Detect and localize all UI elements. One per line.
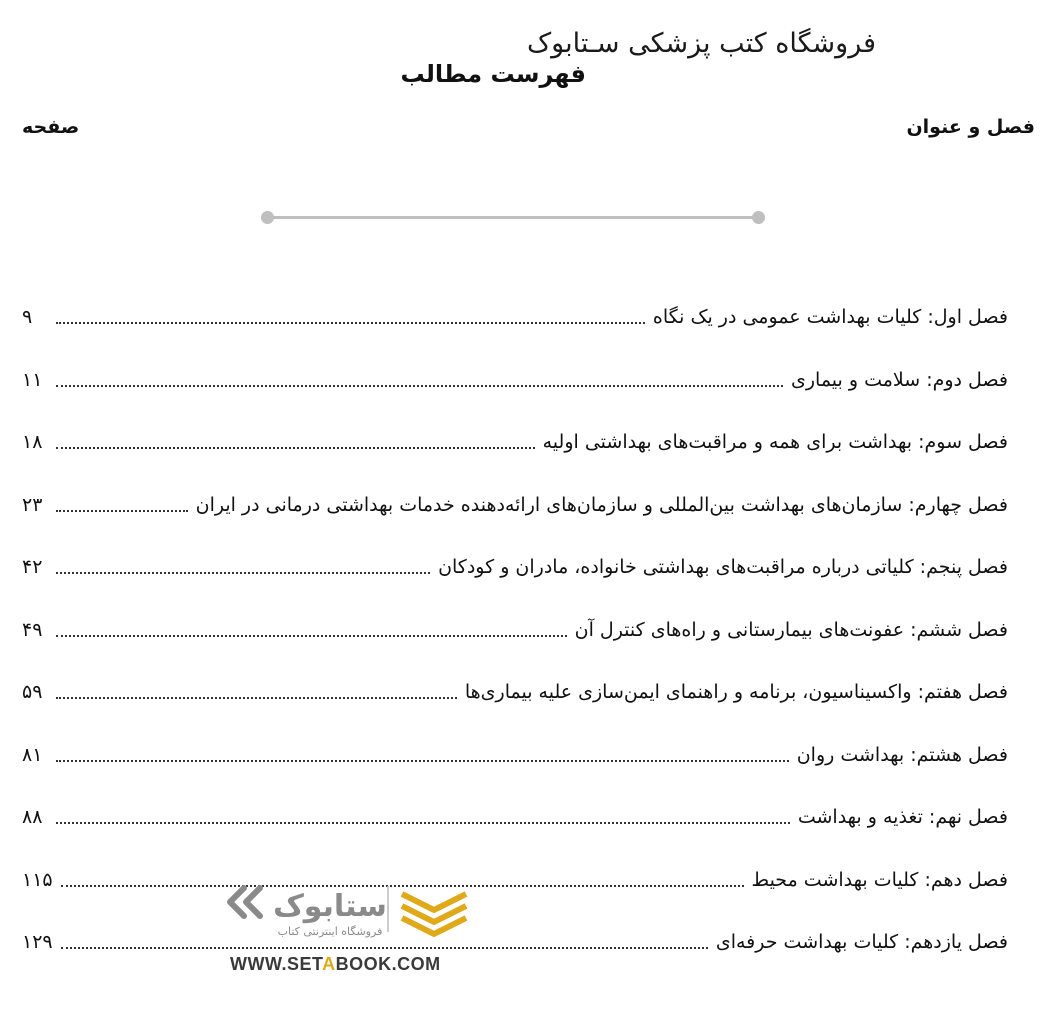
- toc-entry-page: ۴۲: [22, 556, 43, 579]
- dot-leader: [56, 447, 535, 449]
- dot-leader: [56, 822, 790, 824]
- toc-entry-page: ۱۱: [22, 368, 43, 391]
- toc-entry-title: فصل نهم: تغذیه و بهداشت: [797, 806, 1008, 829]
- setabook-url: [230, 954, 441, 975]
- setabook-logo: [222, 880, 472, 940]
- toc-entry-title: فصل یازدهم: کلیات بهداشت حرفه‌ای: [715, 931, 1008, 954]
- logo-tagline: فروشگاه اینترنتی کتاب: [277, 925, 383, 938]
- store-title: فروشگاه کتب پزشکی سـتابوک: [527, 28, 876, 59]
- toc-entry-page: ۸۸: [22, 806, 43, 829]
- section-divider: [267, 216, 759, 219]
- table-of-contents: [22, 286, 1008, 974]
- divider-dot-left: [261, 211, 274, 224]
- url-suffix: BOOK.COM: [335, 954, 441, 974]
- dot-leader: [56, 697, 457, 699]
- toc-entry[interactable]: [22, 599, 1008, 662]
- page-title: فهرست مطالب: [400, 60, 586, 88]
- toc-entry[interactable]: [22, 536, 1008, 599]
- toc-entry-title: فصل هفتم: واکسیناسیون، برنامه و راهنمای ایمن‌سازی علیه بیماری‌ها: [464, 681, 1008, 704]
- page-column-header: صفحه: [22, 116, 80, 138]
- toc-entry[interactable]: [22, 411, 1008, 474]
- setabook-watermark: [222, 880, 472, 975]
- toc-entry[interactable]: [22, 349, 1008, 412]
- toc-entry-title: فصل هشتم: بهداشت روان: [796, 743, 1008, 766]
- toc-entry-title: فصل دوم: سلامت و بیماری: [790, 368, 1008, 391]
- divider-dot-right: [752, 211, 765, 224]
- toc-entry-page: ۱۸: [22, 431, 43, 454]
- toc-entry-title: فصل دهم: کلیات بهداشت محیط: [751, 868, 1008, 891]
- url-accent: A: [322, 954, 336, 974]
- chapter-column-header: فصل و عنوان: [906, 116, 1035, 138]
- toc-entry-page: ۹: [22, 306, 33, 329]
- toc-entry[interactable]: [22, 786, 1008, 849]
- logo-text: ستابوک: [273, 889, 387, 924]
- toc-entry-title: فصل سوم: بهداشت برای همه و مراقبت‌های بهداشتی اولیه: [542, 431, 1008, 454]
- toc-entry-page: ۱۲۹: [22, 931, 53, 954]
- toc-entry[interactable]: [22, 661, 1008, 724]
- toc-entry-title: فصل اول: کلیات بهداشت عمومی در یک نگاه: [652, 306, 1008, 329]
- toc-entry[interactable]: [22, 286, 1008, 349]
- toc-entry-page: ۴۹: [22, 618, 43, 641]
- dot-leader: [56, 385, 783, 387]
- toc-entry-title: فصل ششم: عفونت‌های بیمارستانی و راه‌های کنترل آن: [574, 618, 1008, 641]
- toc-entry-title: فصل پنجم: کلیاتی درباره مراقبت‌های بهداشتی خانواده، مادران و کودکان: [438, 556, 1008, 579]
- toc-entry[interactable]: [22, 474, 1008, 537]
- dot-leader: [56, 760, 789, 762]
- dot-leader: [56, 635, 567, 637]
- toc-entry-title: فصل چهارم: سازمان‌های بهداشت بین‌المللی و سازمان‌های ارائه‌دهنده خدمات بهداشتی درمانی در ایران: [195, 493, 1008, 516]
- url-prefix: WWW.SET: [230, 954, 323, 974]
- toc-entry[interactable]: [22, 911, 1008, 974]
- dot-leader: [56, 510, 188, 512]
- dot-leader: [56, 322, 645, 324]
- toc-entry[interactable]: [22, 849, 1008, 912]
- toc-entry-page: ۵۹: [22, 681, 43, 704]
- toc-entry[interactable]: [22, 724, 1008, 787]
- toc-entry-page: ۱۱۵: [22, 868, 53, 891]
- dot-leader: [56, 572, 430, 574]
- toc-entry-page: ۸۱: [22, 743, 43, 766]
- toc-entry-page: ۲۳: [22, 493, 43, 516]
